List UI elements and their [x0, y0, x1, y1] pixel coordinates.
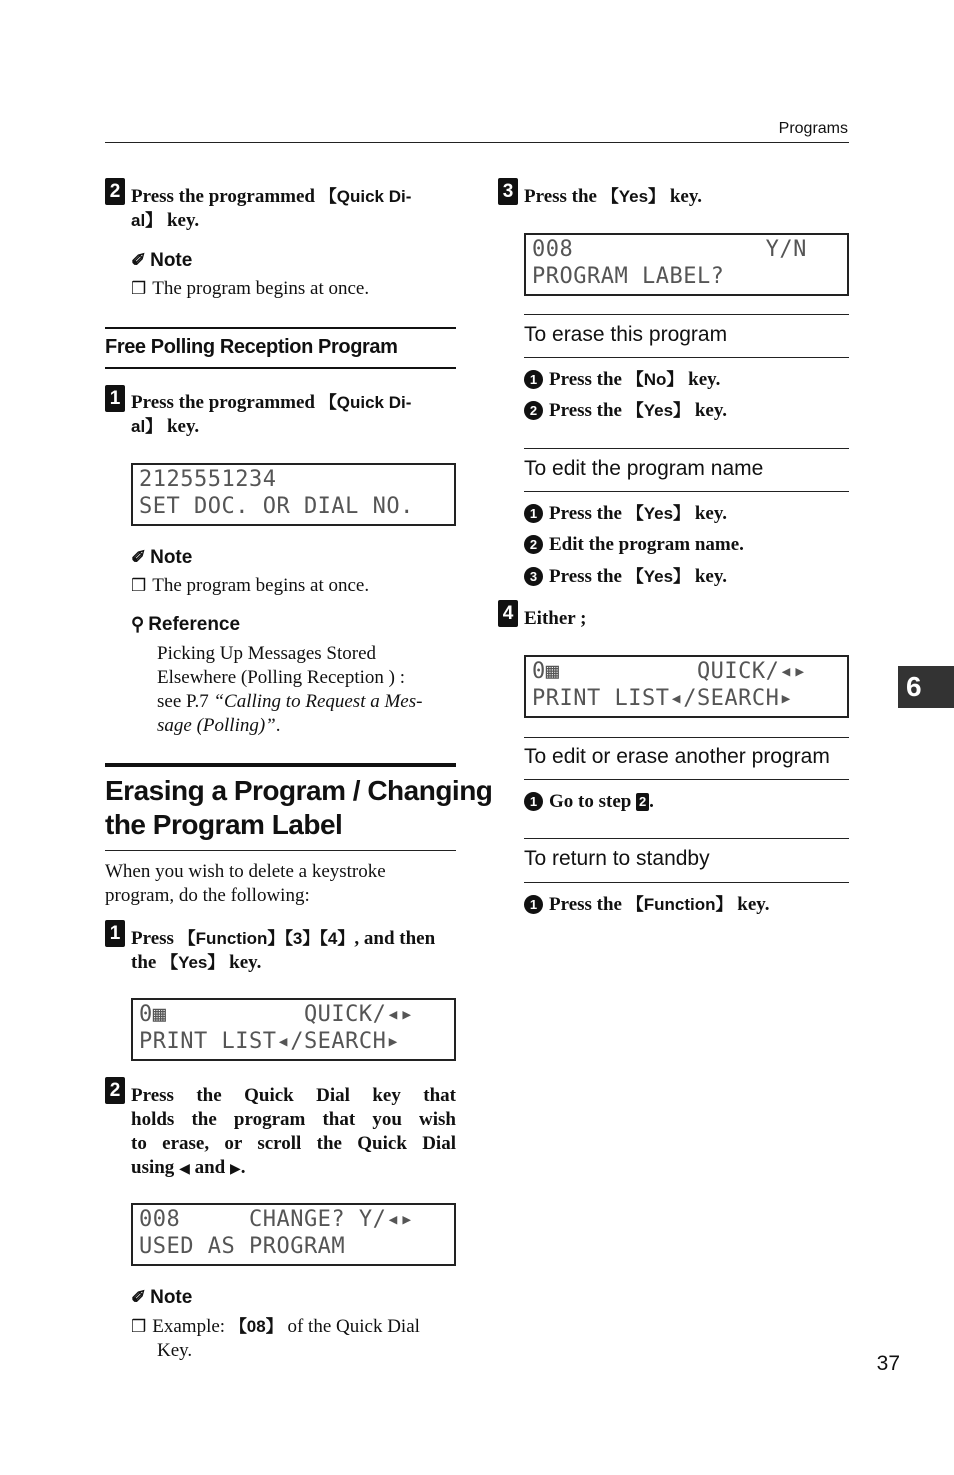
- section-rule: [105, 327, 456, 329]
- edit-name-heading: To edit the program name: [524, 457, 764, 480]
- free-polling-heading: Free Polling Reception Program: [105, 336, 398, 358]
- sub-rule: [524, 838, 849, 839]
- step-circle-1: 1: [524, 792, 543, 811]
- step-circle-2: 2: [524, 401, 543, 420]
- step-ref-badge: 2: [636, 793, 649, 811]
- sub-rule: [524, 448, 849, 449]
- sub-rule: [524, 882, 849, 883]
- es-step-1-instruction: Press 【Function】【3】【4】, and then the 【Yes】 key.: [131, 928, 436, 973]
- standby-item-1: 1 Press the 【Function】 key.: [524, 893, 769, 917]
- running-header: Programs: [778, 120, 848, 137]
- reference-text: Picking Up Messages Stored Elsewhere (Polling Reception ) : see P.7 “Calling to Request a Mes- sage (Polling)”.: [157, 643, 423, 736]
- fp-step-1-instruction: Press the programmed 【Quick Di- al】 key.: [131, 392, 412, 437]
- edit-another-item-1: 1 Go to step 2 .: [524, 790, 654, 814]
- edit-item-3: 3 Press the 【Yes】 key.: [524, 565, 727, 589]
- checkbox-icon: ❒: [131, 279, 147, 298]
- reference-link[interactable]: “Calling to Request a Mes-: [213, 691, 423, 712]
- lcd-display: 2125551234 SET DOC. OR DIAL NO.: [131, 463, 456, 526]
- header-rule: [105, 142, 849, 143]
- sub-rule: [524, 357, 849, 358]
- step-number-1: 1: [105, 920, 125, 947]
- magnifier-icon: ⚲: [131, 614, 145, 634]
- lcd-display: 008 Y/N PROGRAM LABEL?: [524, 233, 849, 296]
- note-heading: ✐ Note: [131, 250, 193, 271]
- step-number-3: 3: [498, 178, 518, 205]
- sub-rule: [524, 314, 849, 315]
- intro-paragraph: When you wish to delete a keystroke program, do the following:: [105, 861, 386, 906]
- reference-heading: ⚲ Reference: [131, 614, 241, 635]
- step-circle-1: 1: [524, 895, 543, 914]
- note-item: ❒ Example: 【08】 of the Quick Dial Key.: [131, 1316, 420, 1361]
- note-item: ❒ The program begins at once.: [131, 575, 370, 596]
- note-heading: ✐ Note: [131, 547, 193, 568]
- edit-another-heading: To edit or erase another program: [524, 745, 830, 768]
- note-item: ❒ The program begins at once.: [131, 278, 370, 299]
- step-number-2: 2: [105, 1077, 125, 1104]
- right-arrow-icon: ▶: [229, 1162, 241, 1177]
- edit-item-1: 1 Press the 【Yes】 key.: [524, 502, 727, 526]
- step-circle-1: 1: [524, 504, 543, 523]
- step-3-instruction: Press the 【Yes】 key.: [524, 186, 703, 207]
- heading-rule: [105, 763, 456, 767]
- step-circle-1: 1: [524, 370, 543, 389]
- pencil-icon: ✐: [131, 547, 147, 567]
- page-number: 37: [876, 1352, 900, 1375]
- step-number-4: 4: [498, 600, 518, 627]
- erase-program-heading: To erase this program: [524, 323, 728, 346]
- lcd-display: 008 CHANGE? Y/◂▸ USED AS PROGRAM: [131, 1203, 456, 1266]
- note-heading: ✐ Note: [131, 1287, 193, 1308]
- standby-heading: To return to standby: [524, 847, 710, 870]
- lcd-display: 0▦ QUICK/◂▸ PRINT LIST◂/SEARCH▸: [524, 655, 849, 718]
- erase-item-2: 2 Press the 【Yes】 key.: [524, 399, 727, 423]
- heading-underline: [105, 850, 456, 851]
- checkbox-icon: ❒: [131, 576, 147, 595]
- edit-item-2: 2 Edit the program name.: [524, 533, 744, 557]
- step-2-instruction: Press the programmed 【Quick Di- al】 key.: [131, 186, 412, 231]
- step-4-instruction: Either ;: [524, 608, 587, 629]
- es-step-2-instruction: Press the Quick Dial key that holds the program that you wish to erase, or scroll the Quick Dial using ◀ and ▶.: [131, 1085, 456, 1178]
- lcd-display: 0▦ QUICK/◂▸ PRINT LIST◂/SEARCH▸: [131, 998, 456, 1061]
- erase-item-1: 1 Press the 【No】 key.: [524, 368, 720, 392]
- sub-rule: [524, 737, 849, 738]
- section-rule: [105, 367, 456, 369]
- step-circle-2: 2: [524, 535, 543, 554]
- step-circle-3: 3: [524, 567, 543, 586]
- section-title: Erasing a Program / Changing the Program Label: [105, 775, 493, 840]
- sub-rule: [524, 491, 849, 492]
- step-number-2: 2: [105, 178, 125, 205]
- step-number-1: 1: [105, 385, 125, 412]
- chapter-tab: 6: [898, 666, 954, 708]
- left-arrow-icon: ◀: [179, 1162, 190, 1177]
- pencil-icon: ✐: [131, 1287, 147, 1307]
- checkbox-icon: ❒: [131, 1317, 147, 1336]
- sub-rule: [524, 779, 849, 780]
- pencil-icon: ✐: [131, 250, 147, 270]
